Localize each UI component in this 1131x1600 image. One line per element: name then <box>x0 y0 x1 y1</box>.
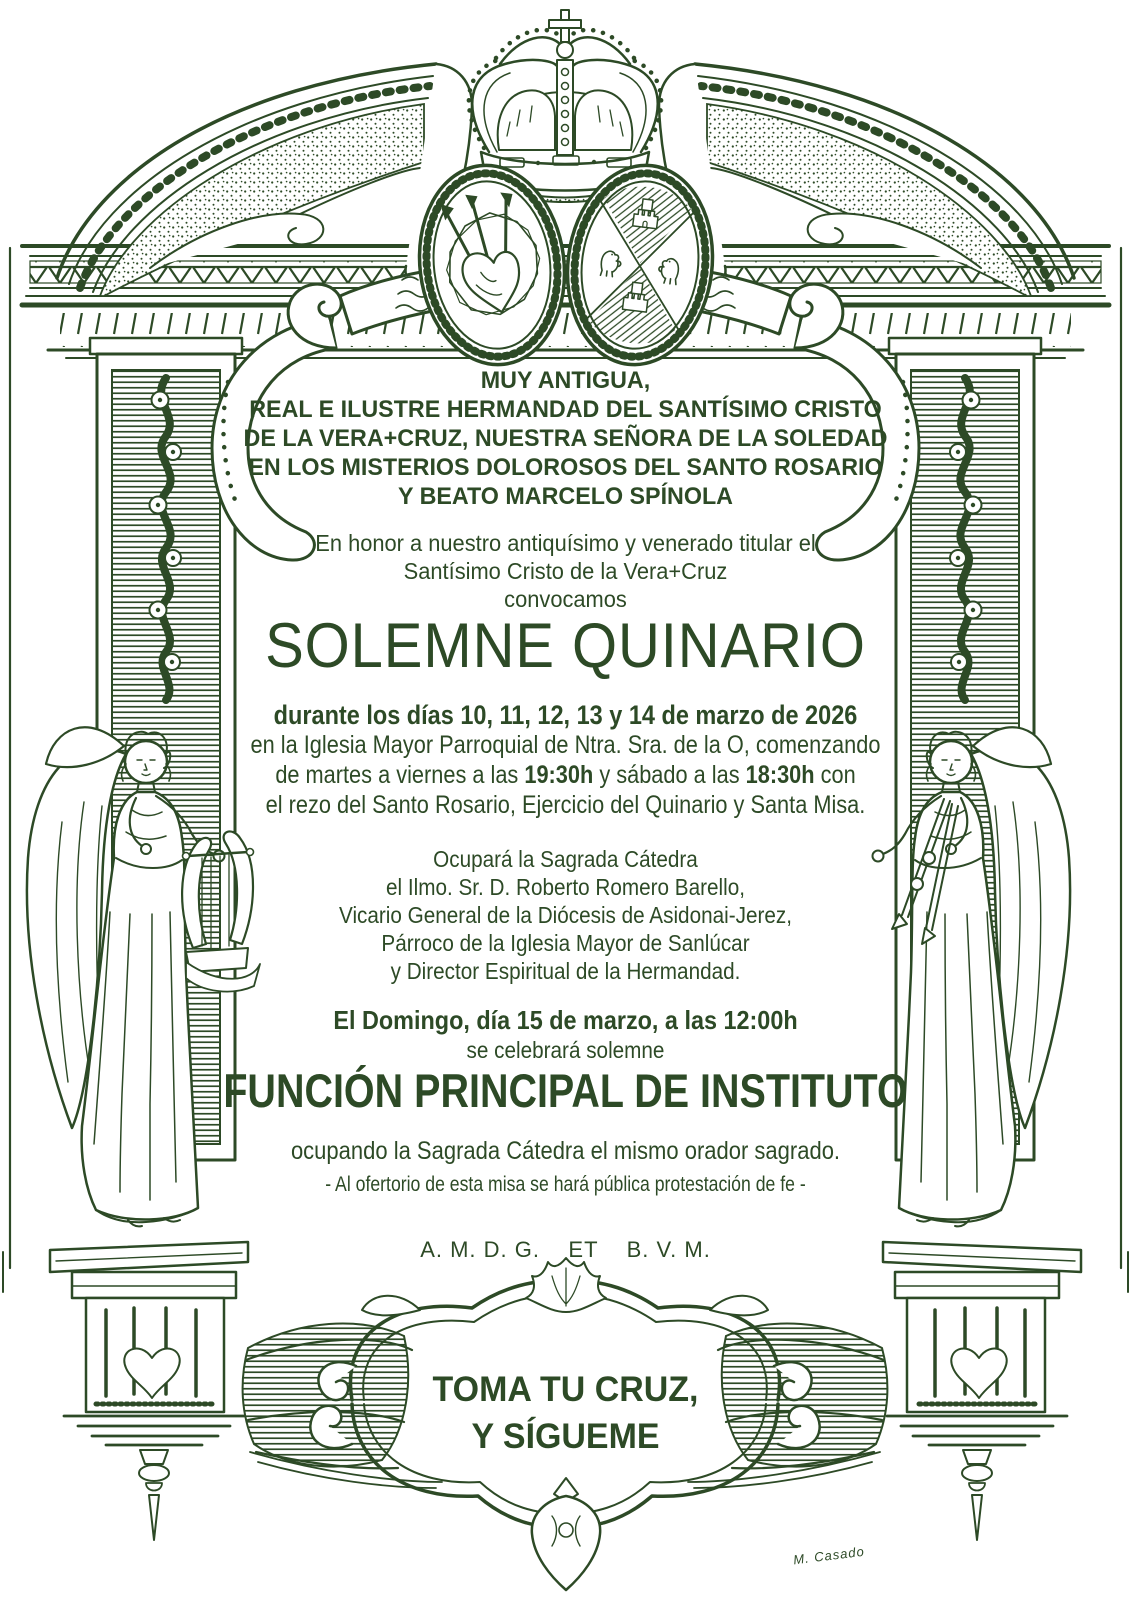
brotherhood-title-line: MUY ANTIGUA, <box>480 367 651 394</box>
preacher-line: Vicario General de la Diócesis de Asidonai-Jerez, <box>339 902 792 928</box>
brotherhood-title-line: DE LA VERA+CRUZ, NUESTRA SEÑORA DE LA SOLEDAD <box>243 425 888 452</box>
sunday-sub-line: se celebrará solemne <box>466 1037 665 1063</box>
funcion-title: FUNCIÓN PRINCIPAL DE INSTITUTO <box>223 1064 908 1117</box>
intro-line: En honor a nuestro antiquísimo y venerado titular el <box>315 530 816 556</box>
amdg-dedication: A. M. D. G. ET B. V. M. <box>420 1237 711 1262</box>
pedestal-right <box>883 1242 1081 1540</box>
offertory-note: - Al ofertorio de esta misa se hará pública protestación de fe - <box>325 1173 806 1196</box>
preacher-line: y Director Espiritual de la Hermandad. <box>390 958 741 984</box>
schedule-dates-line: durante los días 10, 11, 12, 13 y 14 de marzo de 2026 <box>273 700 858 730</box>
motto-cartouche <box>243 1258 888 1590</box>
schedule-acts-line: el rezo del Santo Rosario, Ejercicio del Quinario y Santa Misa. <box>265 791 866 819</box>
schedule-times-line: de martes a viernes a las 19:30h y sábado a las 18:30h con <box>275 761 856 789</box>
preacher-line: Párroco de la Iglesia Mayor de Sanlúcar <box>381 930 750 956</box>
artist-signature: M. Casado <box>792 1543 866 1568</box>
frame-edge-left <box>3 248 10 1292</box>
pedestal-left <box>50 1242 248 1540</box>
brotherhood-title-line: Y BEATO MARCELO SPÍNOLA <box>397 483 734 510</box>
sunday-date-line: El Domingo, día 15 de marzo, a las 12:00h <box>333 1005 798 1035</box>
time-weekdays: 19:30h <box>524 761 594 789</box>
intro-line: convocamos <box>504 586 627 612</box>
brotherhood-title-line: EN LOS MISTERIOS DOLOROSOS DEL SANTO ROSARIO <box>248 454 883 481</box>
motto-line: TOMA TU CRUZ, <box>432 1370 699 1409</box>
time-saturday: 18:30h <box>745 761 815 789</box>
preacher-line: el Ilmo. Sr. D. Roberto Romero Barello, <box>386 874 745 900</box>
intro-line: Santísimo Cristo de la Vera+Cruz <box>403 558 728 584</box>
frame-edge-right <box>1121 248 1128 1292</box>
preacher-line: Ocupará la Sagrada Cátedra <box>433 846 698 872</box>
motto-line: Y SÍGUEME <box>471 1417 660 1456</box>
main-title: SOLEMNE QUINARIO <box>265 611 866 681</box>
funcion-subtitle: ocupando la Sagrada Cátedra el mismo orador sagrado. <box>290 1137 841 1165</box>
schedule-place-line: en la Iglesia Mayor Parroquial de Ntra. Sra. de la O, comenzando <box>250 731 881 759</box>
brotherhood-title-line: REAL E ILUSTRE HERMANDAD DEL SANTÍSIMO CRISTO <box>249 396 882 423</box>
